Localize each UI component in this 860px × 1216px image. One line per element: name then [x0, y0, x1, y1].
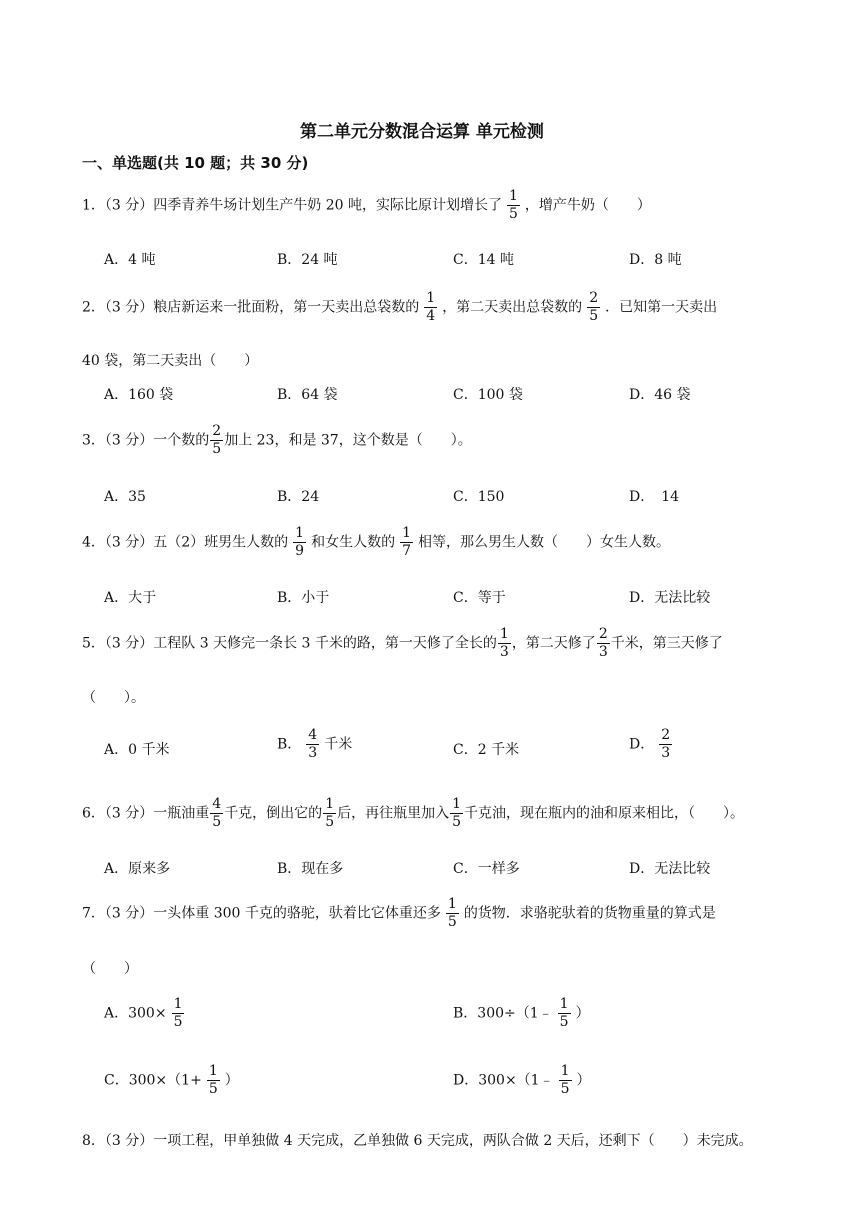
fraction: $\frac{2}{5}$	[212, 423, 222, 457]
option-d[interactable]: D． 14	[629, 489, 680, 505]
option-d[interactable]	[453, 1063, 591, 1098]
question-text: 1．（3 分）四季青养牛场计划生产牛奶 20 吨，实际比原计划增长了	[82, 197, 502, 214]
question-text: 和女生人数的	[311, 534, 396, 551]
question-6	[82, 796, 744, 831]
question-3	[82, 423, 472, 458]
question-2-continued: 40 袋，第二天卖出（ ）	[82, 353, 259, 369]
option-b[interactable]	[277, 727, 352, 762]
question-5-continued: （ ）。	[82, 690, 145, 706]
option-text: 千米	[324, 736, 353, 753]
question-text: ．已知第一天卖出	[605, 299, 718, 316]
question-text: 8．（3 分）一项工程，甲单独做 4 天完成，乙单独做 6 天完成，两队合做 2 天后，还剩下（ ）未完成。	[82, 1133, 753, 1149]
option-c[interactable]: C．2 千米	[453, 742, 520, 758]
option-d[interactable]: D．46 袋	[629, 387, 691, 403]
question-text: 千克油，现在瓶内的油和原来相比，（ ）。	[464, 805, 745, 822]
question-text: 千米，第三天修了	[610, 635, 723, 652]
question-text: 4．（3 分）五（2）班男生人数的	[82, 534, 289, 551]
fraction: $\frac{1}{5}$	[325, 796, 335, 830]
option-c[interactable]: C．一样多	[453, 861, 520, 877]
question-text: ，第二天卖出总袋数的	[442, 299, 583, 316]
option-text: ）	[224, 1072, 239, 1089]
option-label: D．	[629, 736, 655, 753]
fraction: $\frac{4}{3}$	[308, 727, 318, 761]
fraction: $\frac{4}{5}$	[212, 796, 222, 830]
fraction: $\frac{1}{5}$	[447, 896, 457, 930]
option-label: D．300×（1﹣	[453, 1072, 554, 1089]
question-text: 5．（3 分）工程队 3 天修完一条长 3 千米的路，第一天修了全长的	[82, 635, 497, 652]
question-4	[82, 525, 670, 560]
section-heading: 一、单选题(共 10 题；共 30 分)	[82, 154, 309, 172]
question-text: 千克，倒出它的	[224, 805, 323, 822]
question-text: 2．（3 分）粮店新运来一批面粉，第一天卖出总袋数的	[82, 299, 420, 316]
option-a[interactable]: A．35	[104, 489, 146, 505]
fraction: $\frac{2}{3}$	[661, 727, 671, 761]
option-d[interactable]: D．无法比较	[629, 861, 711, 877]
question-text: 6．（3 分）一瓶油重	[82, 805, 210, 822]
fraction: $\frac{1}{4}$	[426, 290, 436, 324]
option-b[interactable]: B．24 吨	[277, 252, 338, 268]
page-title: 第二单元分数混合运算 单元检测	[300, 122, 544, 142]
option-text: ）	[576, 1072, 591, 1089]
option-a[interactable]: A．0 千米	[104, 742, 170, 758]
question-text: 加上 23，和是 37，这个数是（ ）。	[224, 432, 472, 449]
option-b[interactable]	[453, 996, 590, 1031]
question-text: 3．（3 分）一个数的	[82, 432, 210, 449]
option-label: A．300×	[104, 1005, 167, 1022]
fraction: $\frac{1}{5}$	[560, 1063, 570, 1097]
option-text: ）	[575, 1005, 590, 1022]
fraction: $\frac{1}{7}$	[402, 525, 412, 559]
fraction: $\frac{1}{9}$	[295, 525, 305, 559]
option-c[interactable]: C．150	[453, 489, 505, 505]
question-text: ，增产牛奶（ ）	[524, 197, 651, 214]
option-c[interactable]: C．等于	[453, 590, 506, 606]
option-a[interactable]: A．原来多	[104, 861, 171, 877]
fraction: $\frac{1}{5}$	[173, 996, 183, 1030]
fraction: $\frac{1}{3}$	[499, 626, 509, 660]
fraction: $\frac{2}{5}$	[589, 290, 599, 324]
option-b[interactable]: B．64 袋	[277, 387, 338, 403]
option-label: B．	[277, 736, 302, 753]
question-7	[82, 896, 716, 931]
question-text: 后，再往瓶里加入	[337, 805, 450, 822]
option-b[interactable]: B．现在多	[277, 861, 344, 877]
fraction: $\frac{1}{5}$	[508, 188, 518, 222]
question-text: 7．（3 分）一头体重 300 千克的骆驼，驮着比它体重还多	[82, 905, 441, 922]
fraction: $\frac{1}{5}$	[208, 1063, 218, 1097]
option-b[interactable]: B．小于	[277, 590, 330, 606]
option-d[interactable]	[629, 727, 677, 762]
question-8	[82, 1130, 753, 1150]
option-b[interactable]: B．24	[277, 489, 320, 505]
option-a[interactable]: A．160 袋	[104, 387, 174, 403]
fraction: $\frac{1}{5}$	[452, 796, 462, 830]
question-7-continued: （ ）	[82, 961, 138, 977]
option-c[interactable]: C．14 吨	[453, 252, 514, 268]
option-c[interactable]: C．100 袋	[453, 387, 523, 403]
option-a[interactable]: A．4 吨	[104, 252, 156, 268]
question-text: ，第二天修了	[511, 635, 596, 652]
fraction: $\frac{2}{3}$	[598, 626, 608, 660]
option-label: B．300÷（1﹣	[453, 1005, 553, 1022]
option-label: C．300×（1+	[104, 1072, 202, 1089]
option-d[interactable]: D．8 吨	[629, 252, 682, 268]
option-a[interactable]	[104, 996, 189, 1031]
question-2	[82, 290, 717, 325]
option-d[interactable]: D．无法比较	[629, 590, 711, 606]
question-text: 相等，那么男生人数（ ）女生人数。	[418, 534, 671, 551]
question-text: 的货物．求骆驼驮着的货物重量的算式是	[463, 905, 716, 922]
question-5	[82, 626, 723, 661]
option-a[interactable]: A．大于	[104, 590, 157, 606]
fraction: $\frac{1}{5}$	[559, 996, 569, 1030]
option-c[interactable]	[104, 1063, 239, 1098]
question-1	[82, 188, 651, 223]
